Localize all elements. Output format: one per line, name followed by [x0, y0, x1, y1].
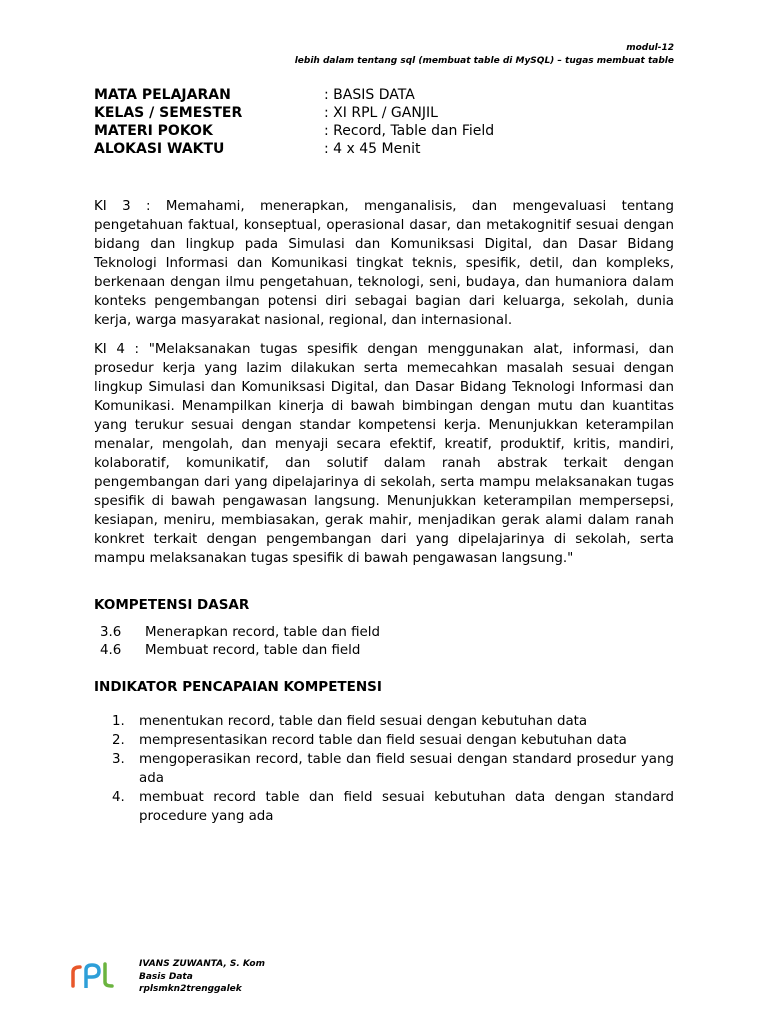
- module-subtitle: lebih dalam tentang sql (membuat table di MySQL) – tugas membuat table: [294, 56, 674, 66]
- kd-title: KOMPETENSI DASAR: [94, 597, 250, 613]
- page-header: [295, 42, 674, 68]
- list-item: 4.6 Membuat record, table dan field: [100, 643, 361, 658]
- info-row-time: ALOKASI WAKTU : 4 x 45 Menit: [94, 141, 421, 157]
- ki3-paragraph: KI 3 : Memahami, menerapkan, menganalisis, dan mengevaluasi tentang pengetahuan faktual, konseptual, operasional dasar, dan metakognitif sesuai dengan bidang dan lingkup pada Simulasi dan Komuniksasi Digital, dan Dasar Bidang Teknologi Informasi dan Komunikasi tingkat teknis, spesifik, detil, dan kompleks, berkenaan dengan ilmu pengetahuan, teknologi, seni, budaya, dan humaniora dalam konteks pengembangan potensi diri sebagai bagian dari keluarga, sekolah, dunia kerja, warga masyarakat nasional, regional, dan internasional.: [94, 199, 674, 328]
- info-row-class: KELAS / SEMESTER : XI RPL / GANJIL: [94, 105, 438, 121]
- indikator-list: [112, 712, 674, 826]
- rpl-logo-icon: [70, 962, 116, 988]
- list-item: 4. membuat record table dan field sesuai kebutuhan data dengan standard procedure yang ada: [112, 790, 674, 824]
- footer-author: IVANS ZUWANTA, S. Kom: [139, 959, 265, 969]
- rpl-logo: [70, 962, 116, 992]
- list-item: 3.6 Menerapkan record, table dan field: [100, 625, 380, 640]
- kd-list: [100, 624, 380, 660]
- footer-site: rplsmkn2trenggalek: [139, 984, 242, 994]
- logo-letter-p: [86, 965, 99, 988]
- module-number: modul-12: [626, 43, 674, 53]
- list-item: 2. mempresentasikan record table dan field sesuai dengan kebutuhan data: [112, 733, 627, 748]
- info-row-material: MATERI POKOK : Record, Table dan Field: [94, 123, 495, 139]
- footer-subject: Basis Data: [139, 971, 193, 982]
- logo-letter-l: [105, 964, 112, 986]
- logo-letter-r: [73, 967, 80, 986]
- footer: [139, 958, 265, 996]
- ki4-paragraph: KI 4 : "Melaksanakan tugas spesifik dengan menggunakan alat, informasi, dan prosedur kerja yang lazim dilakukan serta memecahkan masalah sesuai dengan lingkup Simulasi dan Komuniksasi Digital, dan Dasar Bidang Teknologi Informasi dan Komunikasi. Menampilkan kinerja di bawah bimbingan dengan mutu dan kuantitas yang terukur sesuai dengan standar kompetensi kerja. Menunjukkan keterampilan menalar, mengolah, dan menyaji secara efektif, kreatif, produktif, kritis, mandiri, kolaboratif, komunikatif, dan solutif dalam ranah abstrak terkait dengan pengembangan dari yang dipelajarinya di sekolah, serta mampu melaksanakan tugas spesifik di bawah pengawasan langsung. Menunjukkan keterampilan mempersepsi, kesiapan, meniru, membiasakan, gerak mahir, menjadikan gerak alami dalam ranah konkret terkait dengan pengembangan dari yang dipelajarinya di sekolah, serta mampu melaksanakan tugas spesifik di bawah pengawasan langsung.": [94, 342, 674, 566]
- indikator-title: INDIKATOR PENCAPAIAN KOMPETENSI: [94, 679, 382, 695]
- list-item: 3. mengoperasikan record, table dan field sesuai dengan standard prosedur yang ada: [112, 752, 674, 786]
- course-info: [94, 86, 494, 158]
- list-item: 1. menentukan record, table dan field sesuai dengan kebutuhan data: [112, 714, 588, 729]
- info-row-subject: MATA PELAJARAN : BASIS DATA: [94, 87, 415, 103]
